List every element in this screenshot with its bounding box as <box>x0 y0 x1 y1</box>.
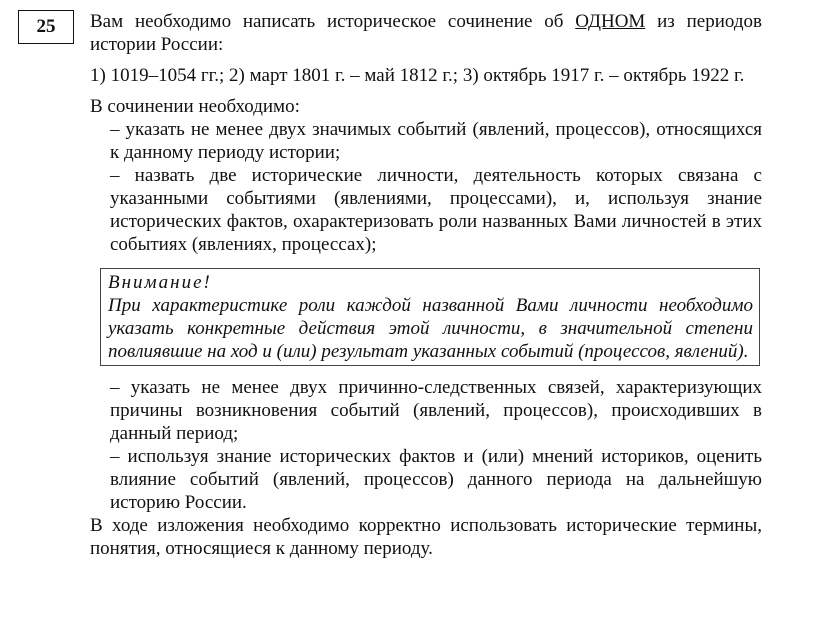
closing-text: В ходе изложения необходимо корректно использовать исторические термины, понятия, относящиеся к данному периоду. <box>90 515 762 559</box>
task-intro <box>90 10 762 56</box>
requirement-item: – используя знание исторических фактов и (или) мнений историков, оценить влияние событий (явлений, процессов) данного периода на дальнейшую историю России. <box>110 446 762 513</box>
requirement-item: – указать не менее двух значимых событий (явлений, процессов), относящихся к данному периоду истории; <box>110 119 762 163</box>
requirement-item: – назвать две исторические личности, деятельность которых связана с указанными событиями (явлениями, процессами), и, используя знание исторических фактов, охарактеризовать роли названных Вами личностей в этих событиях (явлениях, процессах); <box>110 165 762 255</box>
intro-text-after: из периодов истории России: <box>90 11 762 55</box>
task-text <box>90 10 762 560</box>
notice-text: При характеристике роли каждой названной Вами личности необходимо указать конкретные действия этой личности, в значительной степени повлиявшие на ход и (или) результат указанных событий (процессов, явлений). <box>108 295 753 362</box>
requirement-item: – указать не менее двух причинно-следственных связей, характеризующих причины возникновения событий (явлений, процессов), происходивших в данный период; <box>110 377 762 444</box>
notice-box <box>100 268 760 366</box>
periods-list: 1) 1019–1054 гг.; 2) март 1801 г. – май 1812 г.; 3) октябрь 1917 г. – октябрь 1922 г. <box>90 65 745 86</box>
notice-title: Внимание! <box>108 272 212 293</box>
intro-emphasis: ОДНОМ <box>575 11 646 32</box>
requirements-heading: В сочинении необходимо: <box>90 96 300 117</box>
task-number-box: 25 <box>18 10 74 44</box>
intro-text-before: Вам необходимо написать историческое сочинение об <box>90 11 576 32</box>
